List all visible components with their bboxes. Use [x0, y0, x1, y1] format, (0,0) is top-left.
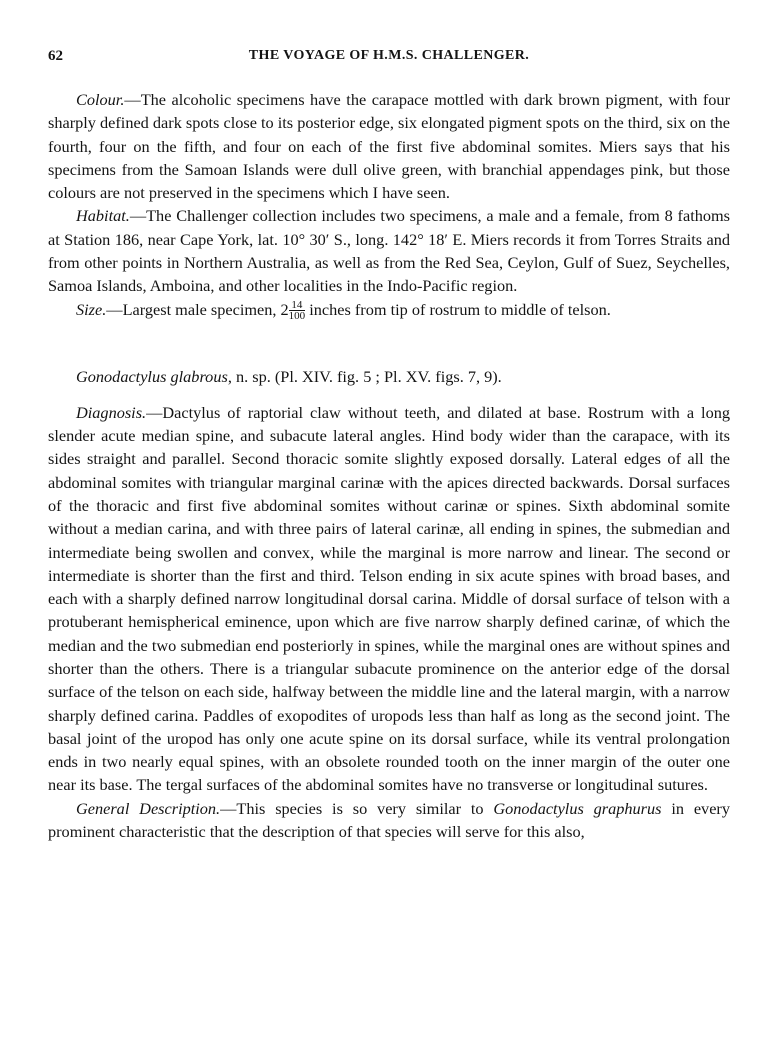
running-title: THE VOYAGE OF H.M.S. CHALLENGER. [248, 48, 530, 63]
size-text-after: inches from tip of rostrum to middle of telson. [305, 299, 611, 319]
habitat-paragraph [48, 204, 730, 297]
page-body [48, 88, 730, 843]
size-text-before: —Largest male specimen, 2 [106, 299, 289, 319]
diagnosis-lead: Diagnosis. [76, 402, 147, 422]
species-name: Gonodactylus glabrous [76, 367, 228, 387]
page-number: 62 [48, 48, 63, 64]
size-fraction-denominator: 100 [288, 310, 306, 323]
size-lead: Size. [76, 299, 107, 319]
general-text-after: in every prominent characteristic that the description of that species will serve for this also, [48, 798, 730, 842]
diagnosis-paragraph [48, 401, 730, 797]
habitat-lead: Habitat. [76, 206, 130, 226]
species-heading [48, 365, 730, 388]
colour-lead: Colour. [76, 90, 125, 109]
size-fraction-numerator: 14 [289, 300, 306, 311]
size-paragraph [48, 298, 730, 322]
general-description-lead: General Description. [76, 798, 221, 818]
size-fraction [289, 300, 306, 321]
species-reference: , n. sp. (Pl. XIV. fig. 5 ; Pl. XV. figs. 7, 9). [227, 367, 502, 387]
section-gap [48, 321, 730, 365]
general-text-before: —This species is so very similar to [220, 798, 494, 818]
general-description-paragraph [48, 797, 730, 844]
diagnosis-text: —Dactylus of raptorial claw without teeth, and dilated at base. Rostrum with a long slender acute median spine, and subacute lateral angles. Hind body wider than the carapace, with its sides straight and parallel. Second thoracic somite slightly exposed dorsally. Lateral edges of all the abdominal somites with triangular marginal carinæ with the apices directed backwards. Dorsal surfaces of the thoracic and first five abdominal somites without carinæ or spines. Sixth abdominal somite without a median carina, and with three pairs of lateral carinæ, all ending in spines, the submedian and intermediate being swollen and convex, while the marginal is more narrow and linear. The second or intermediate is shorter than the first and third. Telson ending in six acute spines with broad bases, and each with a sharply defined narrow longitudinal dorsal carina. Middle of dorsal surface of telson with a protuberant hemispherical eminence, upon which are five narrow sharply defined carinæ, of which the median and the two submedian end posteriorly in spines, while the marginal ones are without spines and shorter than the others. There is a triangular subacute prominence on the anterior edge of the dorsal surface of the telson on each side, halfway between the middle line and the lateral margin, with a narrow sharply defined carina. Paddles of exopodites of uropods less than half as long as the second joint. The basal joint of the uropod has only one acute spine on its dorsal surface, while its ventral prolongation ends in two nearly equal spines, with an obsolete rounded tooth on the inner margin of the outer one near its base. The tergal surfaces of the abdominal somites have no transverse or longitudinal sutures. [48, 402, 730, 795]
colour-paragraph [48, 88, 730, 204]
general-species-ref: Gonodactylus graphurus [493, 798, 662, 818]
colour-text: —The alcoholic specimens have the carapace mottled with dark brown pigment, with four sharply defined dark spots close to its posterior edge, six elongated pigment spots on the third, six on the fourth, four on the fifth, and four on each of the first five abdominal somites. Miers says that his specimens from the Samoan Islands were dull olive green, with branchial appendages pink, but those colours are not preserved in the specimens which I have seen. [48, 90, 730, 203]
habitat-text: —The Challenger collection includes two specimens, a male and a female, from 8 fathoms at Station 186, near Cape York, lat. 10° 30′ S., long. 142° 18′ E. Miers records it from Torres Straits and from other points in Northern Australia, as well as from the Red Sea, Ceylon, Gulf of Suez, Seychelles, Samoa Islands, Amboina, and other localities in the Indo-Pacific region. [48, 206, 730, 296]
document-page [48, 0, 730, 843]
page-header [48, 48, 730, 72]
